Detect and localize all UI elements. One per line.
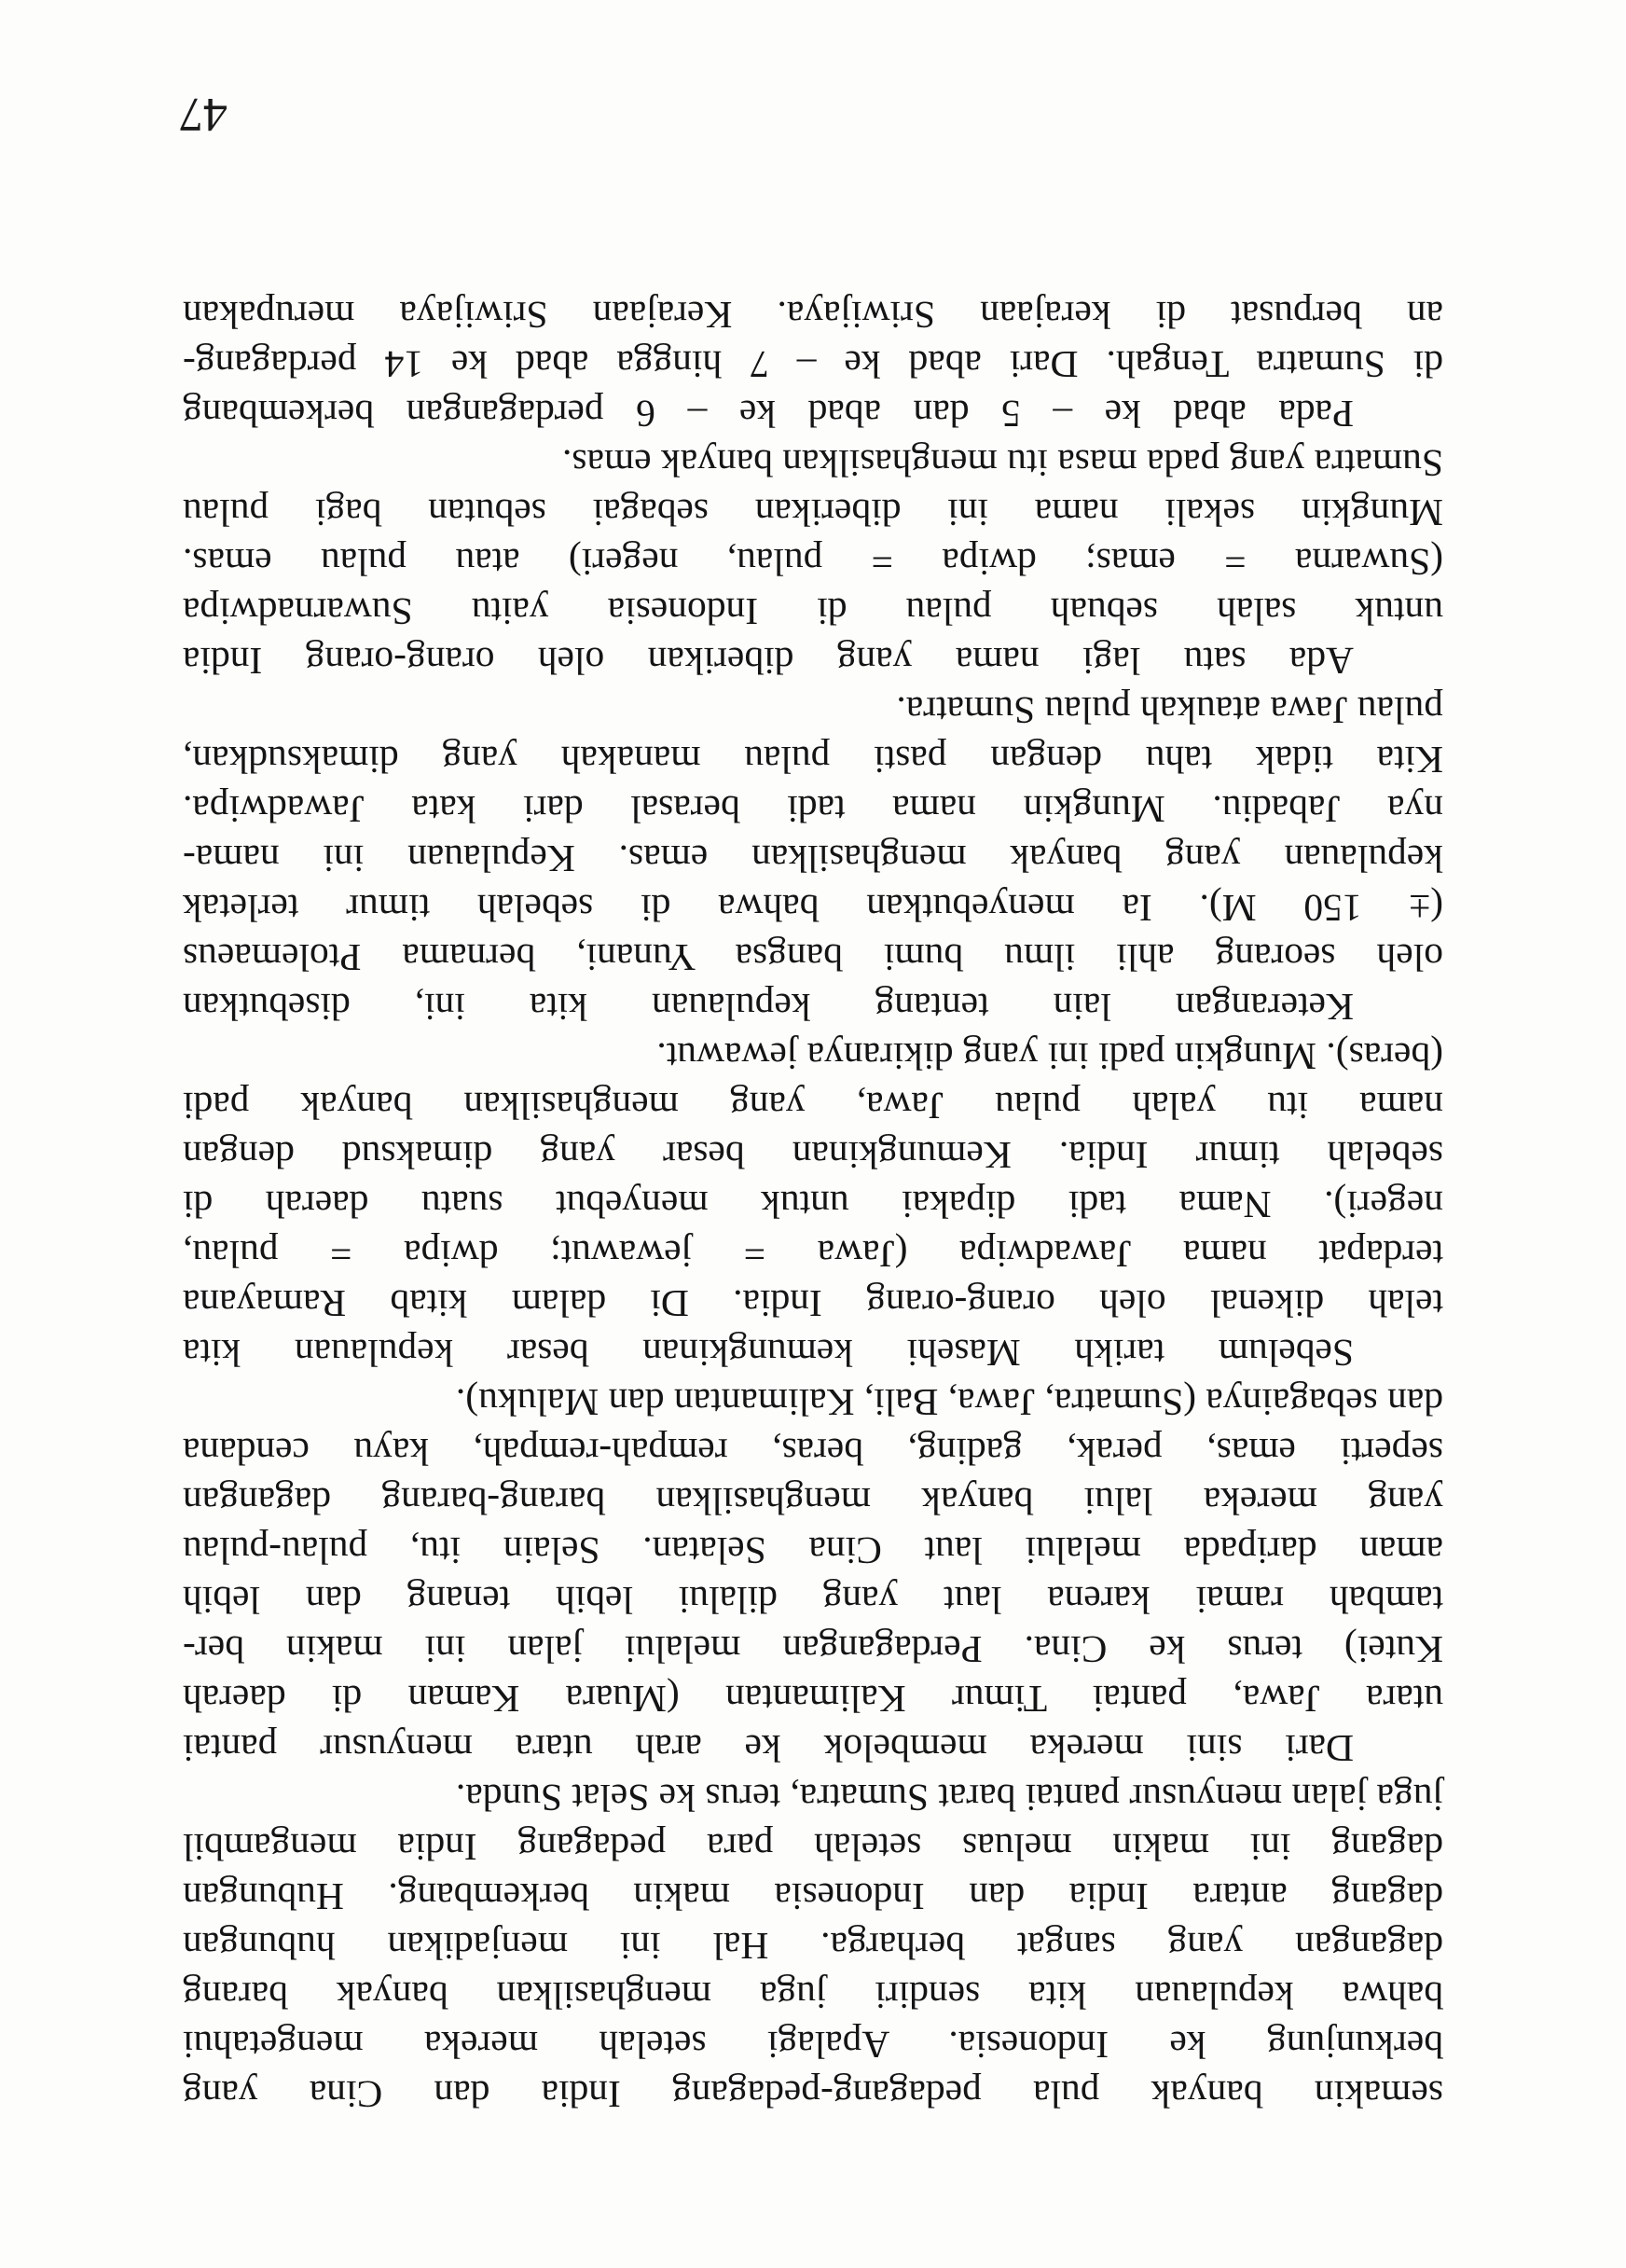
text-line: aman daripada melalui laut Cina Selatan. Selain itu, pulau-pulau bbox=[183, 1529, 1443, 1572]
text-line: yang mereka lalui banyak menghasilkan barang-barang dagangan bbox=[183, 1480, 1443, 1523]
text-line: oleh seorang ahli ilmu bumi bangsa Yunani, bernama Ptolemaeus bbox=[183, 936, 1443, 979]
paragraph bbox=[183, 685, 1443, 1031]
text-line: Pada abad ke – 5 dan abad ke – 6 perdagangan berkembang bbox=[183, 393, 1354, 436]
text-line: kepulauan yang banyak menghasilkan emas. Kepulauan ini nama- bbox=[183, 837, 1443, 880]
text-line: untuk salah sebuah pulau di Indonesia yaitu Suwarnadwipa bbox=[183, 590, 1443, 633]
page-number: 47 bbox=[179, 88, 227, 141]
text-line: negeri). Nama tadi dipakai untuk menyebut suatu daerah di bbox=[183, 1183, 1443, 1226]
text-line: Dari sini mereka membelok ke arah utara menyusur pantai bbox=[183, 1727, 1354, 1770]
text-line: sebelah timur India. Kemungkinan besar yang dimaksud dengan bbox=[183, 1134, 1443, 1177]
text-line: dagang antara India dan Indonesia makin berkembang. Hubungan bbox=[183, 1875, 1443, 1918]
text-line: Ada satu lagi nama yang diberikan oleh orang-orang India bbox=[183, 640, 1354, 683]
text-line: Kita tidak tahu dengan pasti pulau manakah yang dimaksudkan, bbox=[183, 739, 1443, 781]
paragraph bbox=[183, 1773, 1443, 2119]
text-line: berkunjung ke Indonesia. Apalagi setelah mereka mengetahui bbox=[183, 2024, 1443, 2067]
text-line: Kutei) terus ke Cina. Perdagangan melalui jalan ini makin ber- bbox=[183, 1628, 1443, 1671]
text-line: Mungkin sekali nama ini diberikan sebagai sebutan bagi pulau bbox=[183, 491, 1443, 534]
text-line: utara Jawa, pantai Timur Kalimantan (Muara Kaman di daerah bbox=[183, 1678, 1443, 1721]
text-line: dagangan yang sangat berharga. Hal ini menjadikan hubungan bbox=[183, 1925, 1443, 1968]
text-line: telah dikenal oleh orang-orang India. Di dalam kitab Ramayana bbox=[183, 1282, 1443, 1325]
body-text bbox=[183, 290, 1443, 2119]
paragraph bbox=[183, 438, 1443, 685]
text-line: pulau Jawa ataukah pulau Sumatra. bbox=[896, 689, 1443, 732]
text-line: tambah ramai karena laut yang dilalui lebih tenang dan lebih bbox=[183, 1579, 1443, 1622]
text-line: (± 150 M). Ia menyebutkan bahwa di sebelah timur terletak bbox=[183, 887, 1443, 930]
text-line: bahwa kepulauan kita sendiri juga menghasilkan banyak barang bbox=[183, 1974, 1443, 2017]
text-line: Sebelum tarikh Masehi kemungkinan besar kepulauan kita bbox=[183, 1332, 1354, 1375]
paragraph bbox=[183, 290, 1443, 438]
text-line: (beras). Mungkin padi ini yang dikiranya jewawut. bbox=[656, 1035, 1443, 1078]
text-line: dan sebagainya (Sumatra, Jawa, Bali, Kalimantan dan Maluku). bbox=[455, 1381, 1443, 1424]
text-line: seperti emas, perak, gading, beras, rempah-rempah, kayu cendana bbox=[183, 1431, 1443, 1473]
text-line: nama itu yalah pulau Jawa, yang menghasilkan banyak padi bbox=[183, 1085, 1443, 1127]
text-line: (Suwarna = emas; dwipa = pulau, negeri) atau pulau emas. bbox=[183, 541, 1443, 584]
text-line: di Sumatra Tengah. Dari abad ke – 7 hingga abad ke 14 perdagang- bbox=[183, 343, 1443, 386]
text-line: Keterangan lain tentang kepulauan kita ini, disebutkan bbox=[183, 986, 1354, 1029]
text-line: semakin banyak pula pedagang-pedagang India dan Cina yang bbox=[183, 2073, 1443, 2116]
text-line: terdapat nama Jawadwipa (Jawa = jewawut; dwipa = pulau, bbox=[183, 1233, 1443, 1276]
text-line: juga jalan menyusur pantai barat Sumatra, terus ke Selat Sunda. bbox=[455, 1777, 1443, 1819]
text-line: an berpusat di kerajaan Sriwijaya. Kerajaan Sriwijaya merupakan bbox=[183, 294, 1443, 337]
text-line: nya Jabadiu. Mungkin nama tadi berasal dari kata Jawadwipa. bbox=[183, 788, 1443, 831]
paragraph bbox=[183, 1377, 1443, 1773]
text-line: Sumatra yang pada masa itu menghasilkan banyak emas. bbox=[562, 442, 1443, 485]
text-line: dagang ini makin meluas setelah para pedagang India mengambil bbox=[183, 1826, 1443, 1869]
paragraph bbox=[183, 1031, 1443, 1377]
